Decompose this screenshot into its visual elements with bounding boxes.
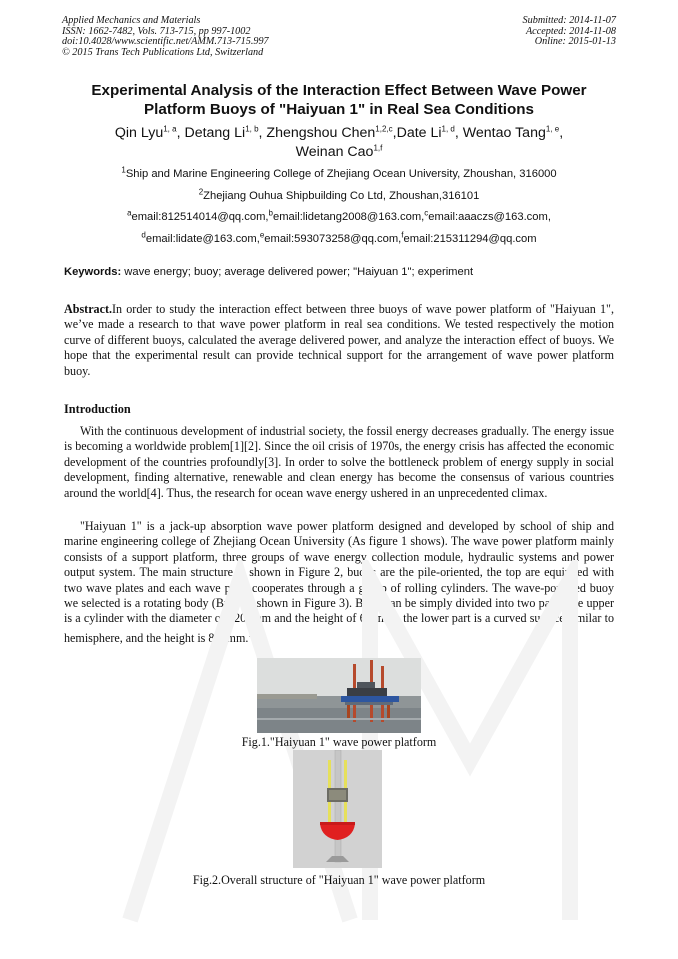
author: Date Li$^{1, d}$, xyxy=(396,124,463,141)
accepted-date: Accepted: 2014-11-08 xyxy=(525,25,616,37)
paper-title xyxy=(62,82,616,119)
email-link[interactable]: email:593073258@qq.com, xyxy=(264,233,402,245)
keywords xyxy=(64,266,473,278)
abstract xyxy=(64,302,614,379)
section-heading-introduction: Introduction xyxy=(64,402,131,416)
journal-info xyxy=(62,16,269,58)
abstract-label: Abstract. xyxy=(64,302,113,316)
emails-line-2: $^d$email:lidate@163.com,$^e$email:593073258@qq.com,$^f$email:215311294@qq.com xyxy=(141,230,537,245)
email-link[interactable]: email:lidetang2008@163.com, xyxy=(272,211,425,223)
submitted-date: Submitted: 2014-11-07 xyxy=(522,15,616,26)
author-list xyxy=(62,124,616,161)
journal-doi[interactable]: doi:10.4028/www.scientific.net/AMM.713-715.997 xyxy=(62,36,269,48)
intro-paragraph-2: "Haiyuan 1" is a jack-up absorption wave power platform designed and developed by school of ship and marine engineering college of Zhejiang Ocean University (As figure 1 shows). The wave power platform mainly consists of a support platform, three groups of wave energy collection module, hydraulic systems and power output system. The main structure is shown in Figure 2, buoys are the pile-oriented, the top are equipped with two wave plates and each wave plate cooperates through a group of rolling cylinders. The wave-powered buoy we selected is a rotating body (Buoy is shown in Figure 3). Buoy can be simply divided into two parts, the upper is a cylinder with the diameter of 3200mm and the height of 625mm; the lower part is a curved surface similar to hemisphere, and the height is 835mm.$^1$ xyxy=(64,519,614,645)
email-link[interactable]: email:812514014@qq.com, xyxy=(131,211,269,223)
journal-name: Applied Mechanics and Materials xyxy=(62,15,201,26)
affiliation-2: $^2$Zhejiang Ouhua Shipbuilding Co Ltd, Zhoushan,316101 xyxy=(198,187,480,202)
submission-dates xyxy=(523,16,616,48)
figure-1-caption: Fig.1."Haiyuan 1" wave power platform xyxy=(241,735,437,749)
figure-2-caption: Fig.2.Overall structure of "Haiyuan 1" wave power platform xyxy=(192,873,486,887)
journal-issn: ISSN: 1662-7482, Vols. 713-715, pp 997-1002 xyxy=(62,25,251,37)
title-line-2: Platform Buoys of "Haiyuan 1" in Real Sea Conditions xyxy=(144,100,534,118)
emails-line-1: $^a$email:812514014@qq.com,$^b$email:lidetang2008@163.com,$^c$email:aaaczs@163.com, xyxy=(127,208,551,223)
abstract-text: In order to study the interaction effect between three buoys of wave power platform of "Haiyuan 1", we’ve made a research to that wave power platform in real sea conditions. We tested respectively the motion curve of different buoys, calculated the average delivered power, and analyze the interaction effect of buoys. We hope that the experimental result can provide technical support for the arrangement of wave power platform buoy. xyxy=(64,302,614,378)
intro-paragraph-1: With the continuous development of industrial society, the fossil energy decreases gradually. The energy issue is becoming a worldwide problem[1][2]. Since the oil crisis of 1970s, the energy crisis has affected the economic development of the countries profoundly[3]. In order to solve the bottleneck problem of energy supply in social development, finding alternative, renewable and clean energy has become the consensus of various countries around the world[4]. Thus, the research for ocean wave energy ushered in an unprecedented climax. xyxy=(64,424,614,500)
figure-1-platform-photo xyxy=(257,658,421,733)
email-link[interactable]: email:lidate@163.com, xyxy=(145,233,260,245)
author: Detang Li$^{1, b}$, xyxy=(184,124,267,141)
affiliation-1: $^1$Ship and Marine Engineering College of Zhejiang Ocean University, Zhoushan, 316000 xyxy=(121,165,557,180)
email-link[interactable]: email:215311294@qq.com xyxy=(403,233,537,245)
keywords-label: Keywords: xyxy=(64,266,122,278)
author: Weinan Cao$^{1,f}$ xyxy=(295,142,383,160)
online-date: Online: 2015-01-13 xyxy=(534,36,616,48)
figure-2-structure-render xyxy=(293,750,382,868)
author: Zhengshou Chen$^{1,2,c}$, xyxy=(266,124,397,141)
keywords-text: wave energy; buoy; average delivered power; "Haiyuan 1"; experiment xyxy=(121,266,474,278)
title-line-1: Experimental Analysis of the Interaction Effect Between Wave Power xyxy=(91,82,587,99)
journal-copyright: © 2015 Trans Tech Publications Ltd, Switzerland xyxy=(62,46,264,58)
author: Qin Lyu$^{1, a}$, xyxy=(114,124,185,141)
email-link[interactable]: email:aaaczs@163.com, xyxy=(428,211,551,223)
author: Wentao Tang$^{1, e}$, xyxy=(462,124,564,141)
